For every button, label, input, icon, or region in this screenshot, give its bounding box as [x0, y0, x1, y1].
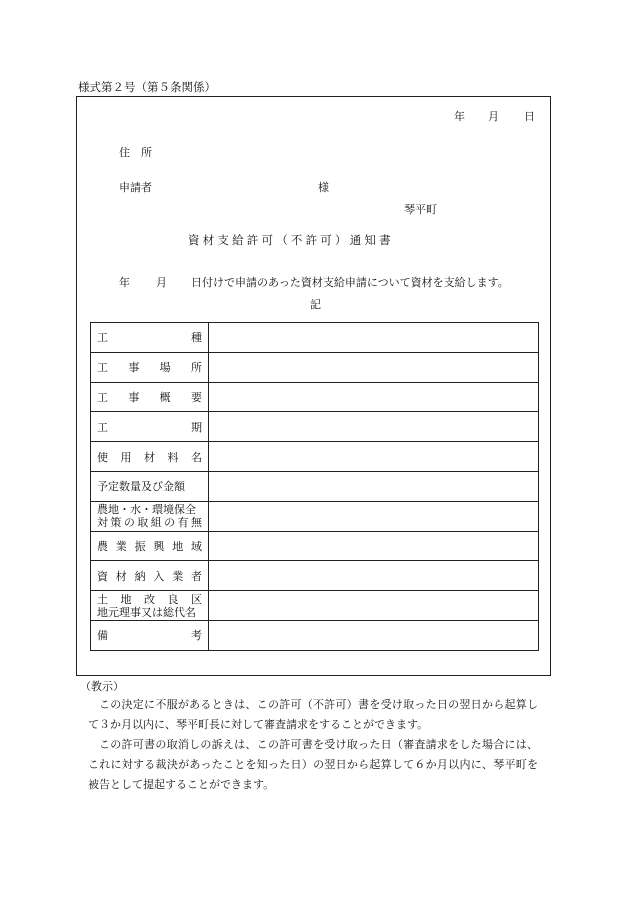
label-text: 地	[172, 539, 184, 553]
label-text: 用	[120, 450, 132, 464]
ki-label: 記	[310, 298, 321, 311]
label-text: 対	[97, 516, 108, 530]
notice-paragraph-2: この許可書の取消しの訴えは、この許可書を受け取った日（審査請求をした場合には、これに対する裁決があったことを知った日）の翌日から起算して６か月以内に、琴平町を被告として提起することができます。	[88, 738, 538, 791]
row-value[interactable]	[209, 531, 539, 561]
label-text: 地	[120, 592, 132, 606]
date-day: 日	[524, 110, 535, 123]
row-value[interactable]	[209, 352, 539, 382]
row-label	[91, 471, 209, 501]
label-text: 期	[191, 420, 202, 434]
notice-heading: （教示）	[80, 680, 124, 693]
row-label	[91, 591, 209, 621]
row-value[interactable]	[209, 620, 539, 650]
label-text: 域	[190, 539, 202, 553]
row-label	[91, 561, 209, 591]
label-text: 区	[191, 592, 202, 606]
label-text: 概	[159, 390, 171, 404]
label-text: の	[164, 516, 176, 530]
row-value[interactable]	[209, 501, 539, 531]
label-text: 組	[150, 516, 162, 530]
label-text: 材	[144, 450, 155, 464]
label-text: 納	[134, 569, 146, 583]
label-text: 入	[153, 569, 165, 583]
label-text: 資	[97, 569, 108, 583]
row-label	[91, 501, 209, 531]
row-label	[91, 382, 209, 412]
address-label: 住 所	[119, 146, 152, 159]
row-label	[91, 412, 209, 442]
label-text: 土	[97, 592, 108, 606]
label-text: 種	[191, 331, 202, 345]
label-text: 工	[97, 390, 108, 404]
row-value[interactable]	[209, 561, 539, 591]
table-row	[91, 620, 539, 650]
document-title: 資材支給許可（不許可）通知書	[188, 233, 394, 247]
label-text: 農	[97, 539, 108, 553]
label-text: 業	[115, 539, 127, 553]
row-value[interactable]	[209, 323, 539, 353]
label-text: 興	[153, 539, 165, 553]
label-text: 予定数量及び金額	[97, 480, 185, 494]
details-table	[90, 322, 539, 651]
label-text: 事	[128, 361, 140, 375]
label-text: 業	[172, 569, 184, 583]
table-row	[91, 382, 539, 412]
applicant-honorific: 様	[318, 181, 329, 194]
row-value[interactable]	[209, 382, 539, 412]
form-number: 様式第２号（第５条関係）	[78, 80, 216, 94]
notice-paragraph-1: この決定に不服があるときは、この許可（不許可）書を受け取った日の翌日から起算して３か月以内に、琴平町長に対して審査請求をすることができます。	[88, 698, 538, 731]
label-text: 備	[97, 629, 108, 643]
label-text: 工	[97, 420, 108, 434]
row-value[interactable]	[209, 412, 539, 442]
row-value[interactable]	[209, 442, 539, 472]
table-row	[91, 531, 539, 561]
label-text: 所	[190, 361, 202, 375]
label-text: 者	[190, 569, 202, 583]
table-row	[91, 323, 539, 353]
body-year: 年	[119, 276, 130, 289]
label-text: 使	[97, 450, 108, 464]
label-text: 地元理事又は総代名	[97, 605, 196, 619]
row-label	[91, 352, 209, 382]
row-label	[91, 531, 209, 561]
label-text: 事	[128, 390, 140, 404]
table-row	[91, 442, 539, 472]
label-text: の	[123, 516, 135, 530]
body-sentence: 日付けで申請のあった資材支給申請について資材を支給します。	[191, 276, 509, 289]
table-row	[91, 352, 539, 382]
table-row	[91, 412, 539, 442]
label-text: 振	[134, 539, 146, 553]
label-text: 改	[144, 592, 155, 606]
label-text: 良	[167, 592, 179, 606]
label-text: 工	[97, 361, 108, 375]
label-text: 考	[191, 629, 202, 643]
table-row	[91, 591, 539, 621]
label-text: 農地・水・環境保全	[97, 503, 196, 517]
label-text: 要	[190, 390, 202, 404]
row-value[interactable]	[209, 591, 539, 621]
row-label	[91, 323, 209, 353]
date-month: 月	[488, 110, 499, 123]
row-label	[91, 620, 209, 650]
row-value[interactable]	[209, 471, 539, 501]
label-text: 策	[110, 516, 122, 530]
table-row	[91, 561, 539, 591]
label-text: 料	[167, 450, 179, 464]
label-text: 有	[177, 516, 189, 530]
label-text: 材	[115, 569, 127, 583]
issuer-name: 琴平町	[404, 203, 437, 216]
label-text: 名	[191, 450, 202, 464]
date-year: 年	[454, 110, 465, 123]
label-text: 取	[137, 516, 149, 530]
row-label	[91, 442, 209, 472]
table-row	[91, 471, 539, 501]
table-row	[91, 501, 539, 531]
label-text: 工	[97, 331, 108, 345]
label-text: 場	[159, 361, 171, 375]
applicant-label: 申請者	[119, 181, 152, 194]
label-text: 無	[190, 516, 202, 530]
body-month: 月	[156, 276, 167, 289]
